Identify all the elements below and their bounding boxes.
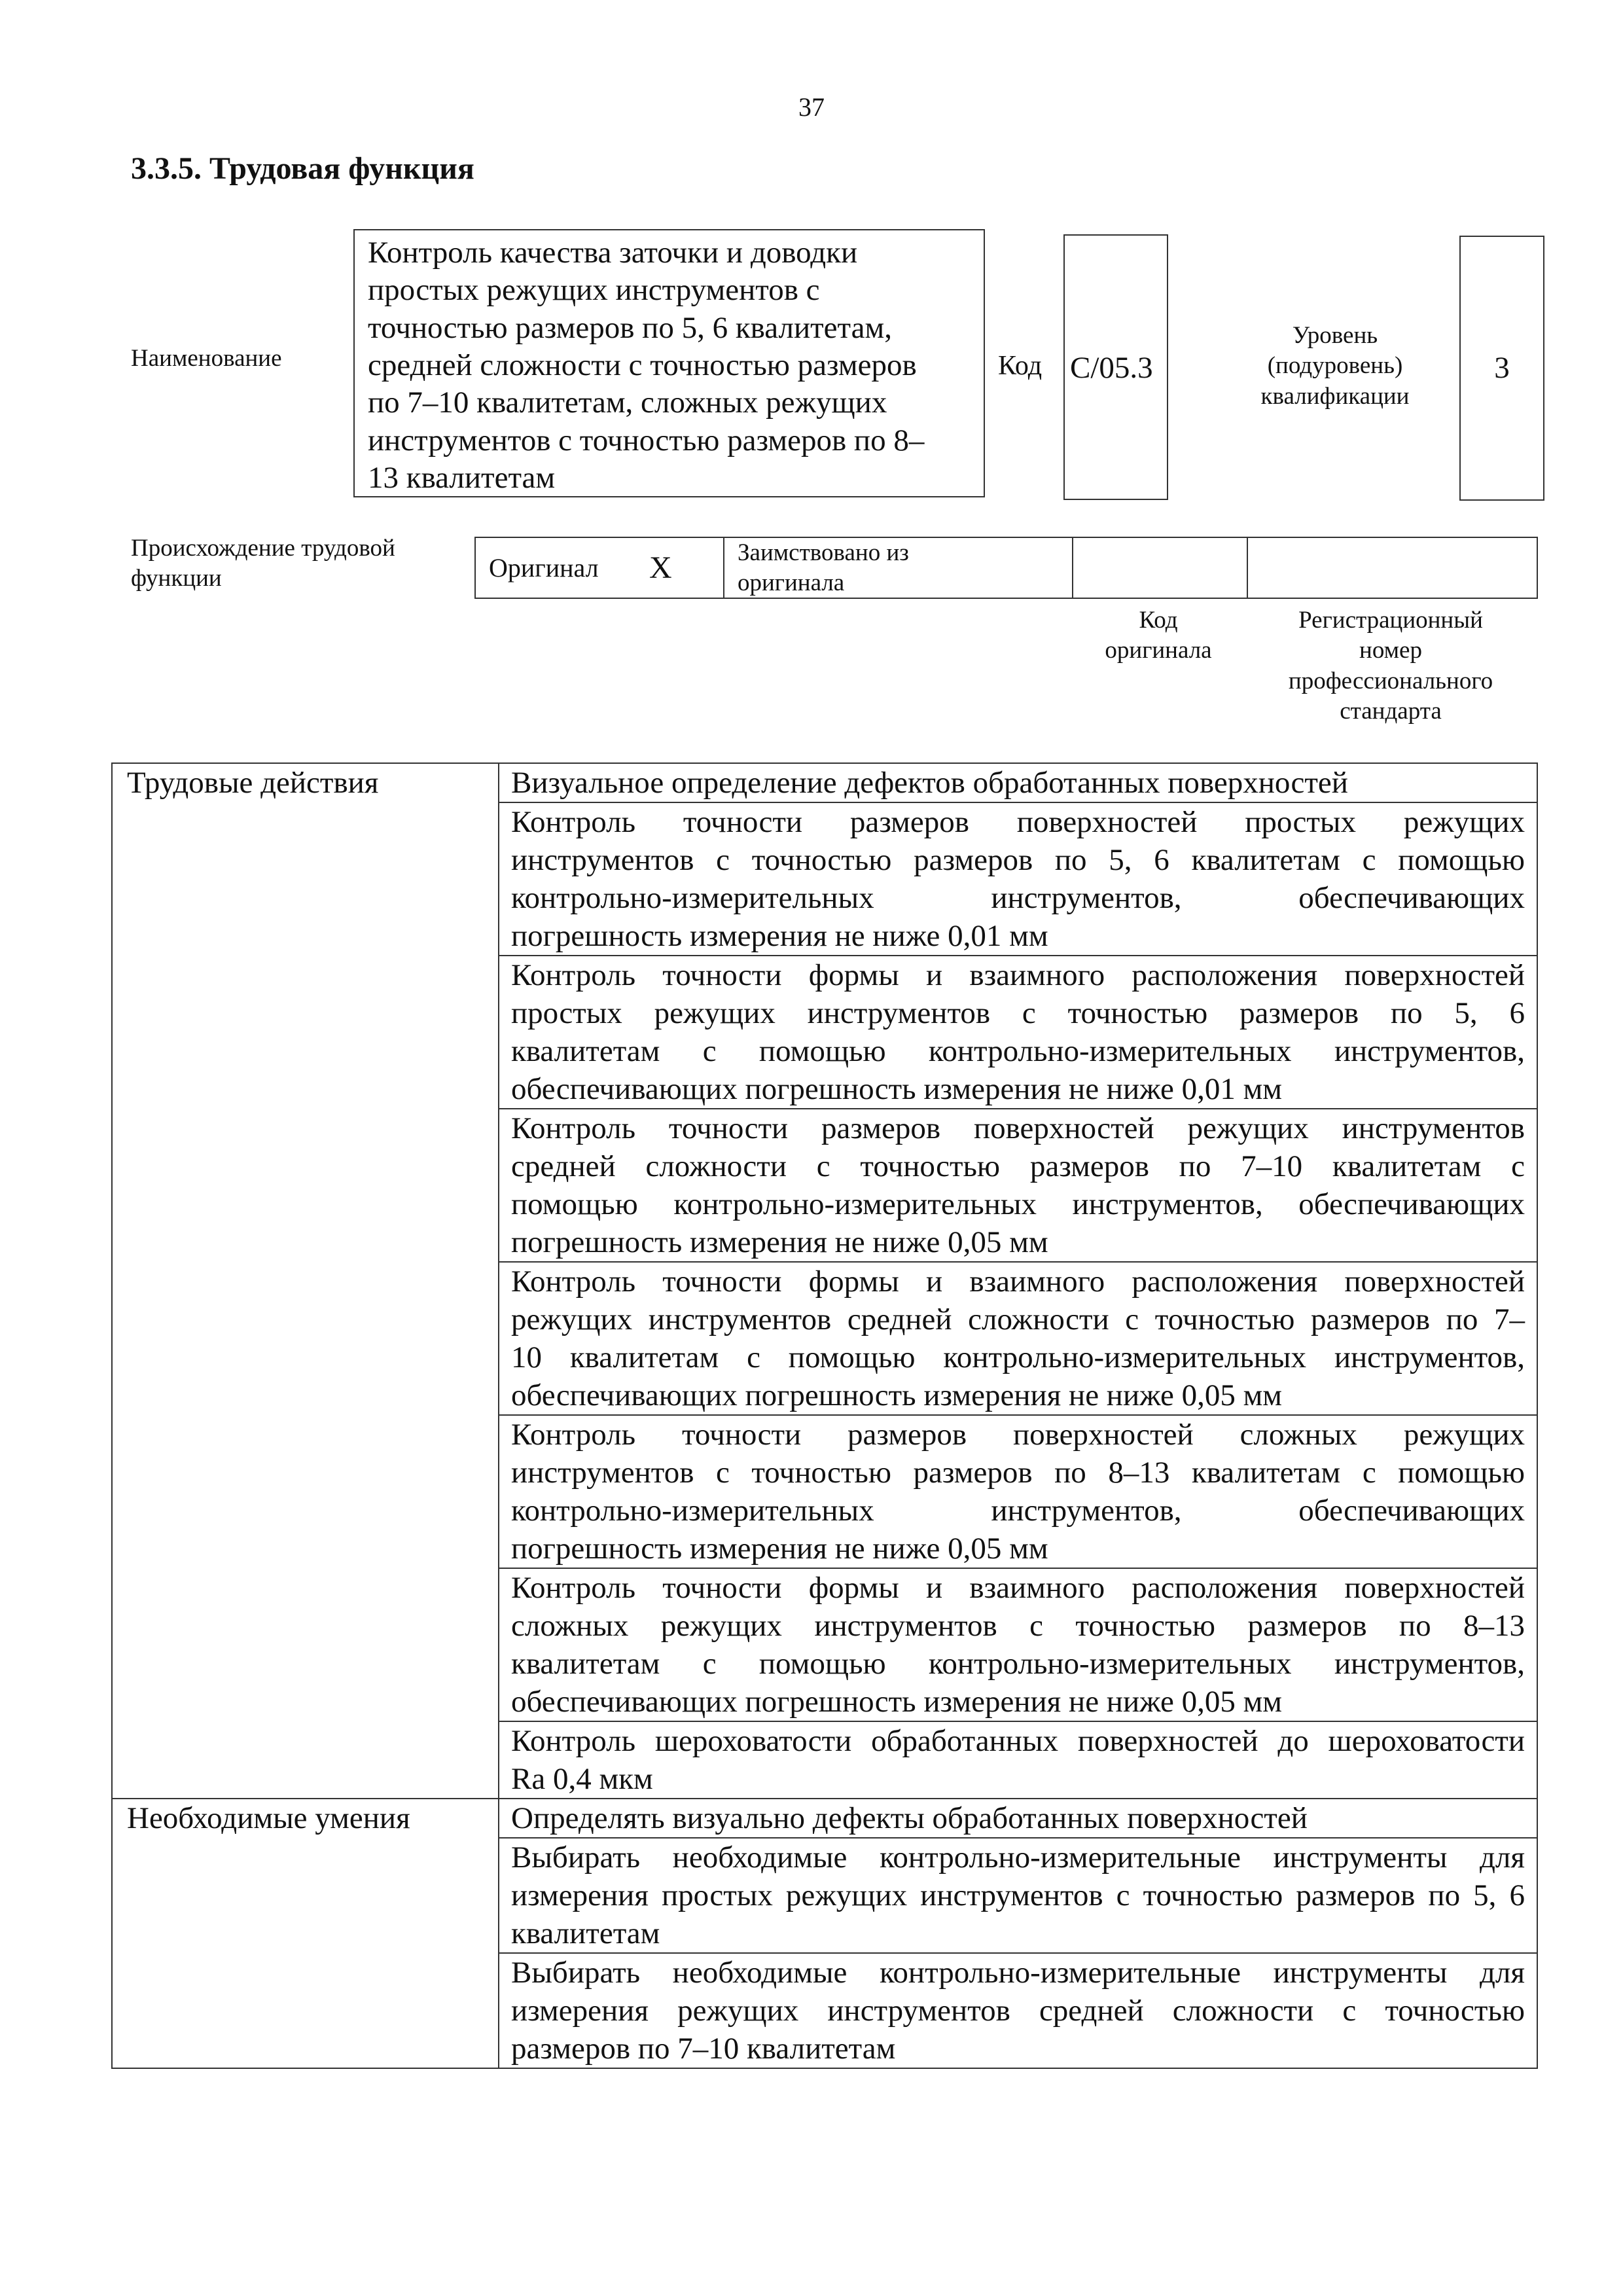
function-name-box <box>353 229 985 497</box>
item-line: сложных режущих инструментов с точностью размеров по 8–13 <box>511 1609 1525 1643</box>
original-cell <box>476 538 724 598</box>
origin-label-line: Происхождение трудовой <box>131 535 395 562</box>
labor-action-row <box>112 763 1537 802</box>
item-line: Выбирать необходимые контрольно-измерительные инструменты для <box>511 1840 1525 1874</box>
reg-number-line: стандарта <box>1340 697 1442 725</box>
function-name-line: инструментов с точностью размеров по 8– <box>368 423 925 457</box>
item-line: Ra 0,4 мкм <box>511 1762 653 1796</box>
item-line: Контроль шероховатости обработанных поверхностей до шероховатости <box>511 1724 1525 1758</box>
level-label <box>1237 321 1433 412</box>
function-name-line: по 7–10 квалитетам, сложных режущих <box>368 386 887 420</box>
code-value: C/05.3 <box>1070 351 1153 385</box>
borrowed-label-line: Заимствовано из <box>738 539 909 566</box>
page-number: 37 <box>798 92 825 122</box>
function-name-line: 13 квалитетам <box>368 460 556 495</box>
item-line: инструментов с точностью размеров по 5, 6 квалитетам с помощью <box>511 843 1525 877</box>
borrowed-label-line: оригинала <box>738 569 845 597</box>
code-original-line: оригинала <box>1105 637 1212 664</box>
skill-row <box>112 1799 1537 1838</box>
item-line: контрольно-измерительных инструментов, обеспечивающих <box>511 1494 1525 1528</box>
function-name-line: простых режущих инструментов с <box>368 273 820 308</box>
labor-action-item <box>499 956 1537 1109</box>
origin-label-line: функции <box>131 565 222 592</box>
labor-action-item <box>499 1415 1537 1568</box>
function-name-line: точностью размеров по 5, 6 квалитетам, <box>368 310 892 345</box>
item-line: помощью контрольно-измерительных инструментов, обеспечивающих <box>511 1187 1525 1221</box>
labor-action-label: Трудовые действия <box>112 763 499 1799</box>
level-label-line: квалификации <box>1260 382 1410 410</box>
item-line: измерения режущих инструментов средней сложности с точностью <box>511 1994 1525 2028</box>
item-line: квалитетам с помощью контрольно-измерительных инструментов, <box>511 1647 1525 1681</box>
reg-number-label <box>1243 605 1538 726</box>
skill-item <box>499 1838 1537 1953</box>
item-line: Контроль точности формы и взаимного расположения поверхностей <box>511 1571 1525 1605</box>
item-line: средней сложности с точностью размеров по 7–10 квалитетам с <box>511 1149 1525 1183</box>
skill-item <box>499 1953 1537 2068</box>
item-line: измерения простых режущих инструментов с точностью размеров по 5, 6 <box>511 1878 1525 1912</box>
item-line: квалитетам с помощью контрольно-измерительных инструментов, <box>511 1034 1525 1068</box>
item-line: квалитетам <box>511 1916 660 1950</box>
origin-row <box>474 537 1538 599</box>
item-line: Контроль точности формы и взаимного расположения поверхностей <box>511 958 1525 992</box>
item-line: размеров по 7–10 квалитетам <box>511 2032 896 2066</box>
reg-number-line: номер <box>1359 637 1422 664</box>
item-line: режущих инструментов средней сложности с точностью размеров по 7– <box>511 1302 1525 1336</box>
labor-action-item <box>499 1721 1537 1799</box>
skill-label: Необходимые умения <box>112 1799 499 2068</box>
code-original-cell <box>1073 538 1248 598</box>
item-line: погрешность измерения не ниже 0,01 мм <box>511 919 1048 953</box>
borrowed-cell <box>724 538 1073 598</box>
item-line: простых режущих инструментов с точностью размеров по 5, 6 <box>511 996 1525 1030</box>
original-mark: X <box>649 550 672 585</box>
item-line: Определять визуально дефекты обработанных поверхностей <box>511 1801 1308 1835</box>
code-original-line: Код <box>1139 607 1178 634</box>
reg-number-cell <box>1248 538 1537 598</box>
level-label-line: Уровень <box>1292 322 1378 349</box>
item-line: инструментов с точностью размеров по 8–13 квалитетам с помощью <box>511 1456 1525 1490</box>
code-label: Код <box>998 351 1043 381</box>
labor-action-item <box>499 763 1537 802</box>
item-line: контрольно-измерительных инструментов, обеспечивающих <box>511 881 1525 915</box>
skill-item <box>499 1799 1537 1838</box>
name-label: Наименование <box>131 345 282 372</box>
item-line: Контроль точности размеров поверхностей простых режущих <box>511 805 1525 839</box>
item-line: Контроль точности размеров поверхностей сложных режущих <box>511 1418 1525 1452</box>
item-line: погрешность измерения не ниже 0,05 мм <box>511 1225 1048 1259</box>
item-line: обеспечивающих погрешность измерения не ниже 0,05 мм <box>511 1378 1283 1412</box>
origin-label <box>131 533 395 594</box>
item-line: погрешность измерения не ниже 0,05 мм <box>511 1532 1048 1566</box>
labor-action-item <box>499 1568 1537 1721</box>
reg-number-line: Регистрационный <box>1298 607 1483 634</box>
item-line: Выбирать необходимые контрольно-измерительные инструменты для <box>511 1956 1525 1990</box>
item-line: Контроль точности формы и взаимного расположения поверхностей <box>511 1265 1525 1299</box>
item-line: Визуальное определение дефектов обработанных поверхностей <box>511 766 1348 800</box>
labor-action-item <box>499 802 1537 956</box>
original-label: Оригинал <box>489 553 599 583</box>
level-label-line: (подуровень) <box>1267 352 1403 380</box>
item-line: 10 квалитетам с помощью контрольно-измерительных инструментов, <box>511 1340 1525 1374</box>
labor-action-item <box>499 1262 1537 1415</box>
function-name-line: Контроль качества заточки и доводки <box>368 236 858 270</box>
section-title: 3.3.5. Трудовая функция <box>131 151 474 186</box>
code-original-label <box>1060 605 1257 666</box>
item-line: обеспечивающих погрешность измерения не ниже 0,01 мм <box>511 1072 1283 1106</box>
reg-number-line: профессионального <box>1288 667 1493 694</box>
labor-action-item <box>499 1109 1537 1262</box>
function-table <box>111 762 1538 2069</box>
borrowed-label <box>738 538 909 599</box>
item-line: обеспечивающих погрешность измерения не ниже 0,05 мм <box>511 1685 1283 1719</box>
level-value: 3 <box>1494 351 1510 385</box>
function-name-line: средней сложности с точностью размеров <box>368 348 917 382</box>
item-line: Контроль точности размеров поверхностей режущих инструментов <box>511 1111 1525 1145</box>
